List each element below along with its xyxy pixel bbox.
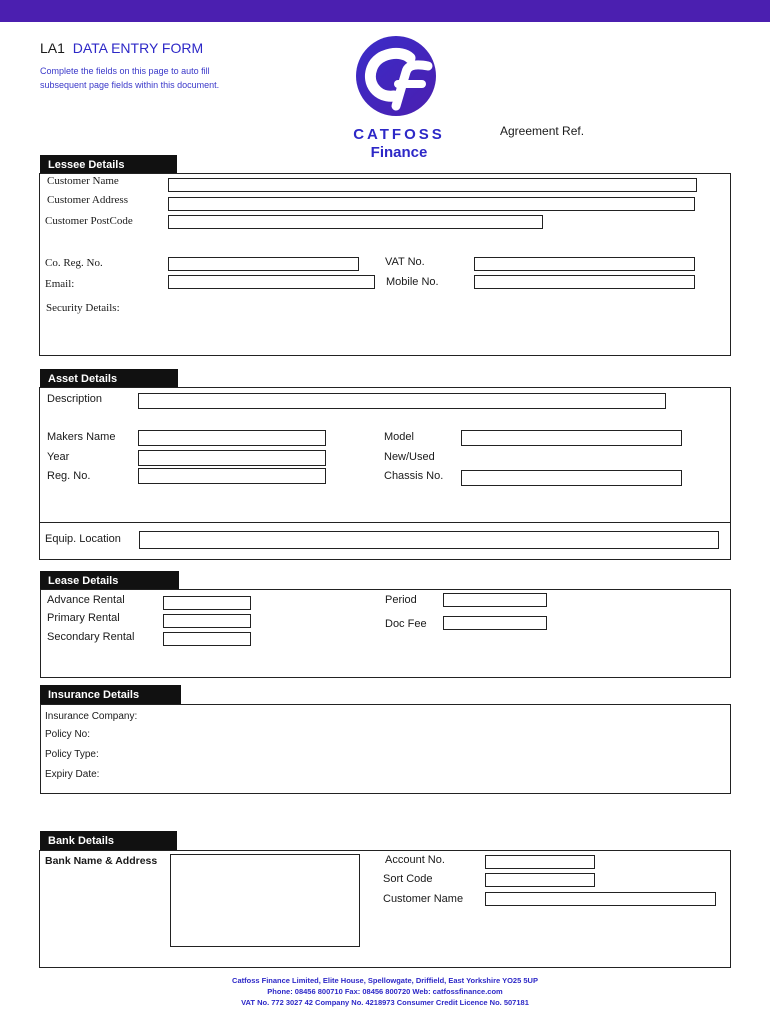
bank-customer-name-label: Customer Name [383,893,464,905]
advance-rental-label: Advance Rental [47,594,125,606]
sort-code-label: Sort Code [383,873,433,885]
advance-rental-input[interactable] [163,596,251,610]
customer-postcode-label: Customer PostCode [45,215,133,227]
email-label: Email: [45,278,75,290]
makers-name-label: Makers Name [47,431,116,443]
year-input[interactable] [138,450,326,466]
model-input[interactable] [461,430,682,446]
account-no-input[interactable] [485,855,595,869]
top-banner [0,0,770,22]
security-details-label: Security Details: [46,302,120,314]
footer-registration: VAT No. 772 3027 42 Company No. 4218973 Consumer Credit Licence No. 507181 [241,998,529,1007]
year-label: Year [47,451,70,463]
chassis-no-label: Chassis No. [384,470,444,482]
email-input[interactable] [168,275,375,289]
brand-subtitle: Finance [370,144,428,161]
equip-location-input[interactable] [139,531,719,549]
instructions [40,64,270,92]
form-title [40,40,203,56]
primary-rental-label: Primary Rental [47,612,120,624]
equip-location-label: Equip. Location [45,533,121,545]
co-reg-no-label: Co. Reg. No. [45,257,103,269]
description-label: Description [47,393,103,405]
instruction-line-2: subsequent page fields within this document. [40,80,220,90]
mobile-no-label: Mobile No. [386,276,439,288]
sort-code-input[interactable] [485,873,595,887]
secondary-rental-input[interactable] [163,632,251,646]
reg-no-label: Reg. No. [47,470,91,482]
agreement-ref-label: Agreement Ref. [500,124,585,138]
form-name: DATA ENTRY FORM [72,40,204,56]
customer-name-label: Customer Name [47,175,119,187]
doc-fee-input[interactable] [443,616,547,630]
vat-no-label: VAT No. [385,256,425,268]
vat-no-input[interactable] [474,257,695,271]
account-no-label: Account No. [385,854,445,866]
form-code: LA1 [40,40,65,56]
period-input[interactable] [443,593,547,607]
reg-no-input[interactable] [138,468,326,484]
secondary-rental-label: Secondary Rental [47,631,135,643]
primary-rental-input[interactable] [163,614,251,628]
policy-type-label: Policy Type: [45,749,99,760]
asset-details-tab: Asset Details [40,369,178,388]
instruction-line-1: Complete the fields on this page to auto fill [40,66,210,76]
bank-details-tab: Bank Details [40,831,177,850]
customer-postcode-input[interactable] [168,215,543,229]
customer-address-label: Customer Address [47,194,128,206]
co-reg-no-input[interactable] [168,257,359,271]
bank-name-address-input[interactable] [170,854,360,947]
chassis-no-input[interactable] [461,470,682,486]
customer-address-input[interactable] [168,197,695,211]
insurance-details-box [40,704,731,794]
bank-name-address-label: Bank Name & Address [45,855,158,867]
lessee-details-tab: Lessee Details [40,155,177,174]
footer-address: Catfoss Finance Limited, Elite House, Spellowgate, Driffield, East Yorkshire YO25 5UP [232,976,538,985]
brand-name: CATFOSS [353,126,445,143]
expiry-date-label: Expiry Date: [45,769,100,780]
catfoss-logo-icon [348,36,444,120]
period-label: Period [385,594,417,606]
insurance-company-label: Insurance Company: [45,711,138,722]
new-used-label: New/Used [384,451,435,463]
asset-divider [40,522,730,523]
doc-fee-label: Doc Fee [385,618,427,630]
customer-name-input[interactable] [168,178,697,192]
footer-contact: Phone: 08456 800710 Fax: 08456 800720 Web: catfossfinance.com [267,987,503,996]
bank-customer-name-input[interactable] [485,892,716,906]
policy-no-label: Policy No: [45,729,91,740]
mobile-no-input[interactable] [474,275,695,289]
makers-name-input[interactable] [138,430,326,446]
lease-details-tab: Lease Details [40,571,179,590]
bank-details-box [39,850,731,968]
model-label: Model [384,431,414,443]
insurance-details-tab: Insurance Details [40,685,181,704]
description-input[interactable] [138,393,666,409]
